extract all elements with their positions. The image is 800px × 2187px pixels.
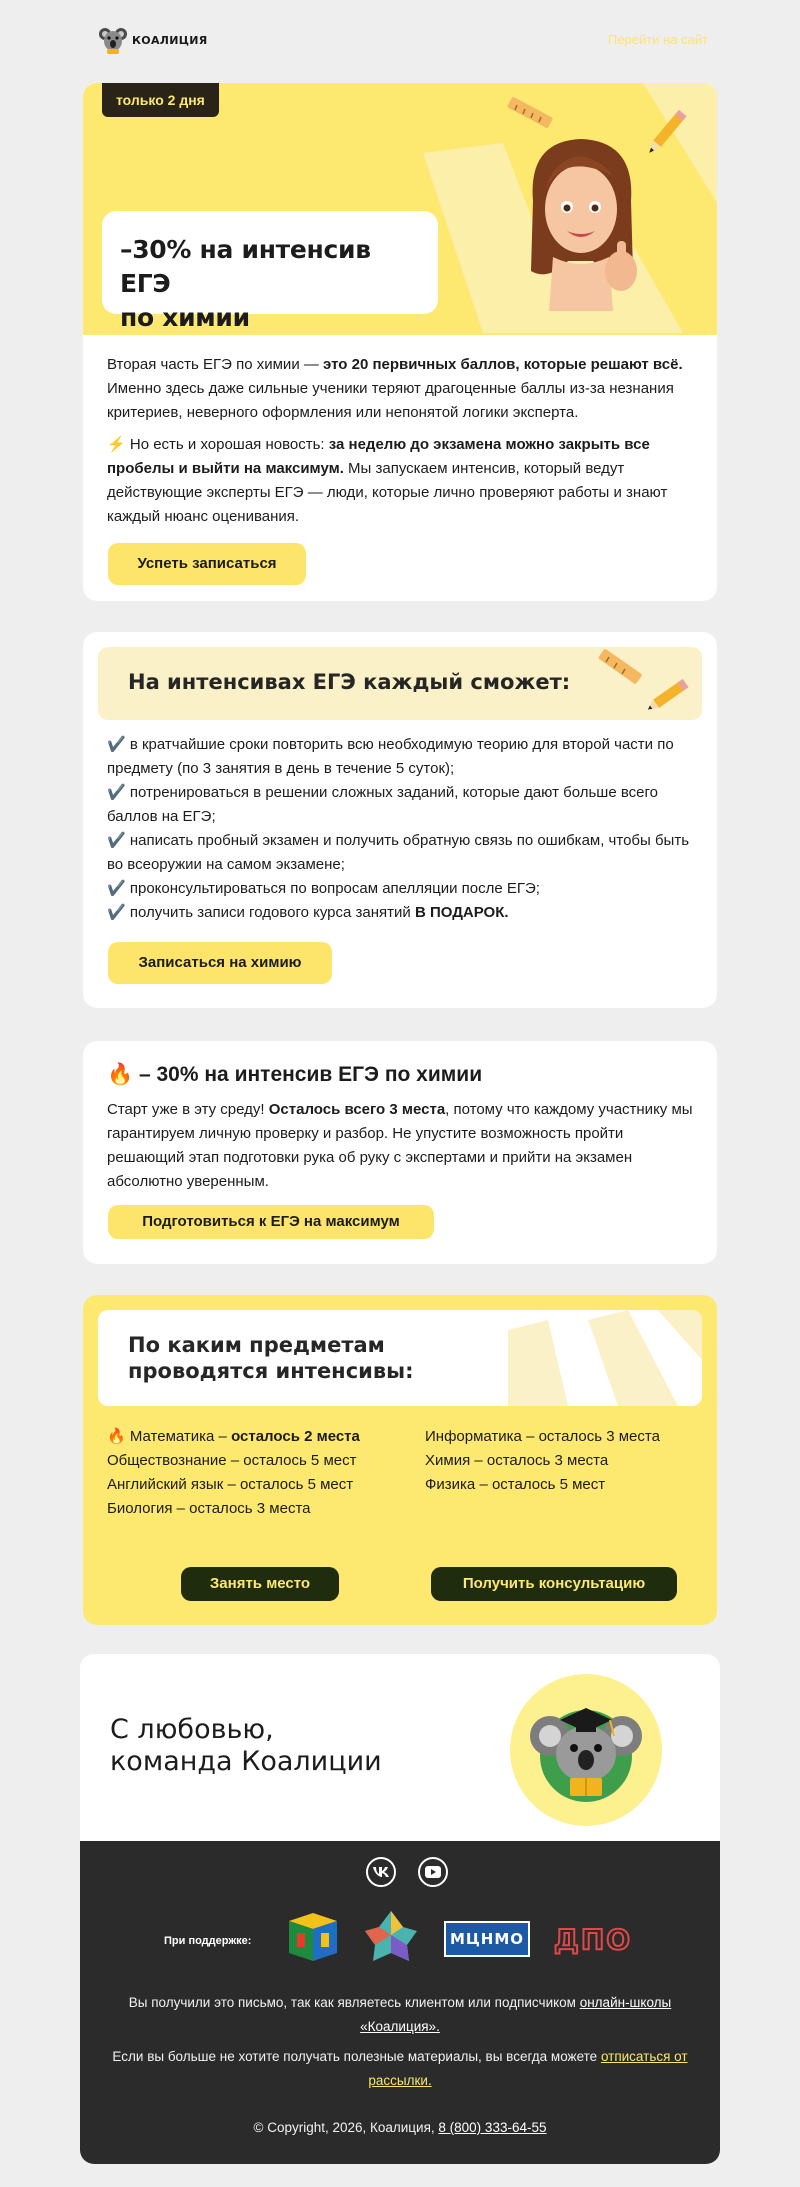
list-item: Английский язык – осталось 5 мест (107, 1476, 354, 1493)
signature-footer-card (80, 1654, 720, 2164)
subjects-column-right (425, 1425, 705, 1497)
email-header (82, 20, 718, 60)
text-bold: за неделю до экзамена можно закрыть все пробелы и выйти на максимум. (107, 436, 650, 477)
subjects-card (83, 1295, 717, 1625)
benefits-list (107, 733, 697, 925)
list-item (107, 733, 697, 781)
signature-line-2: команда Коалиции (110, 1746, 382, 1777)
youtube-icon (425, 1866, 441, 1878)
promo-body (83, 335, 717, 529)
ruler-icon (593, 647, 649, 691)
support-label: При поддержке: (164, 1935, 252, 1947)
text: Именно здесь даже сильные ученики теряют драгоценные баллы из-за незнания критериев, неверного оформления или непонятой логики эксперта. (107, 380, 674, 421)
logo-text: КОАЛИЦИЯ (132, 33, 208, 47)
text-bold: это 20 первичных баллов, которые решают всё. (323, 356, 683, 373)
list-item-text-bold: В ПОДАРОК. (414, 904, 509, 921)
benefits-card (83, 632, 717, 1008)
lightning-icon: ⚡ (107, 436, 126, 453)
vk-icon (372, 1866, 390, 1878)
list-item (107, 901, 697, 925)
check-icon: ✔️ (107, 784, 126, 801)
check-icon: ✔️ (107, 736, 126, 753)
promo-title-line-1: –30% на интенсив ЕГЭ (120, 235, 371, 298)
koala-mascot (510, 1674, 662, 1826)
offer-text (107, 1098, 697, 1194)
pencil-icon (643, 672, 698, 716)
subjects-title-line-1: По каким предметам (128, 1333, 385, 1357)
text-bold: Осталось всего 3 места (268, 1101, 446, 1118)
list-item: Биология – осталось 3 места (107, 1500, 311, 1517)
list-item-text: Математика – (125, 1428, 232, 1445)
text: Старт уже в эту среду! (107, 1101, 269, 1118)
prepare-exam-button[interactable]: Подготовиться к ЕГЭ на максимум (108, 1205, 434, 1239)
fire-icon: 🔥 (107, 1428, 126, 1445)
offer-title-text: – 30% на интенсив ЕГЭ по химии (133, 1063, 483, 1086)
signature (110, 1714, 382, 1778)
promo-title-line-2: по химии (120, 303, 250, 332)
partner-dpo-logo[interactable]: ДПО (553, 1922, 633, 1956)
phone-link[interactable]: 8 (800) 333-64-55 (438, 2120, 547, 2135)
list-item (107, 781, 697, 829)
list-item: Физика – осталось 5 мест (425, 1476, 606, 1493)
promo-paragraph-2 (107, 433, 693, 529)
partner-star-logo[interactable] (363, 1909, 419, 1963)
text: Вторая часть ЕГЭ по химии — (107, 356, 324, 373)
list-item (107, 829, 697, 877)
list-item-text: написать пробный экзамен и получить обратную связь по ошибкам, чтобы быть во всеоружии на самом экзамене; (107, 832, 690, 873)
school-link[interactable]: онлайн-школы «Коалиция». (360, 1995, 672, 2034)
book-place-button[interactable]: Занять место (181, 1567, 339, 1601)
logo[interactable] (98, 24, 207, 56)
koala-logo-icon (98, 25, 128, 55)
benefits-header (98, 647, 702, 720)
koala-graduate-icon (510, 1674, 662, 1826)
text: Вы получили это письмо, так как являетесь клиентом или подписчиком (128, 1995, 580, 2010)
memoji-girl-thumbs-up (513, 131, 648, 311)
go-to-site-link[interactable]: Перейти на сайт (607, 32, 708, 47)
limited-time-badge: только 2 дня (102, 83, 219, 117)
pencil-icon (641, 103, 691, 163)
signature-line-1: С любовью, (110, 1714, 274, 1745)
promo-paragraph-1 (107, 353, 693, 425)
youtube-link[interactable] (418, 1857, 448, 1887)
fire-icon: 🔥 (107, 1063, 134, 1086)
promo-card (83, 83, 717, 601)
subjects-title-line-2: проводятся интенсивы: (128, 1359, 414, 1383)
offer-title (107, 1063, 482, 1087)
list-item-text-bold: осталось 2 места (231, 1428, 360, 1445)
check-icon: ✔️ (107, 880, 126, 897)
partner-cube-logo[interactable] (285, 1911, 341, 1963)
promo-title (120, 233, 420, 335)
sign-up-button[interactable]: Успеть записаться (108, 543, 306, 585)
sign-up-chemistry-button[interactable]: Записаться на химию (108, 942, 332, 984)
list-item (107, 1425, 367, 1449)
footer-unsubscribe-text (100, 2045, 700, 2093)
text: , потому что каждому участнику мы гарантируем личную проверку и разбор. Не упустите возможность пройти решающий этап подготовки рука об руку с экспертами и прийти на экзамен абсолютно уверенным. (107, 1101, 693, 1190)
check-icon: ✔️ (107, 832, 126, 849)
subjects-header (98, 1310, 702, 1406)
list-item: Химия – осталось 3 места (425, 1452, 609, 1469)
benefits-title: На интенсивах ЕГЭ каждый сможет: (128, 670, 571, 694)
text: Мы запускаем интенсив, который ведут действующие эксперты ЕГЭ — люди, которые лично проверяют работы и знают каждый нюанс оценивания. (107, 460, 668, 525)
footer-subscription-text (100, 1991, 700, 2039)
list-item-text: проконсультироваться по вопросам апелляции после ЕГЭ; (129, 880, 540, 897)
footer-copyright (100, 2116, 700, 2140)
list-item: Обществознание – осталось 5 мест (107, 1452, 357, 1469)
subjects-title (128, 1332, 414, 1384)
list-item: Информатика – осталось 3 места (425, 1428, 660, 1445)
get-consultation-button[interactable]: Получить консультацию (431, 1567, 677, 1601)
promo-title-box (102, 211, 438, 332)
copyright-text: © Copyright, 2026, Коалиция, (253, 2120, 439, 2135)
offer-card (83, 1041, 717, 1264)
decorative-stripes (488, 1310, 702, 1406)
ruler-icon (503, 95, 559, 135)
subjects-column-left (107, 1425, 367, 1521)
check-icon: ✔️ (107, 904, 126, 921)
list-item-text: получить записи годового курса занятий (129, 904, 415, 921)
vk-link[interactable] (366, 1857, 396, 1887)
unsubscribe-link[interactable]: отписаться от рассылки. (368, 2049, 688, 2088)
list-item-text: в кратчайшие сроки повторить всю необходимую теорию для второй части по предмету (по 3 занятия в день в течение 5 суток); (107, 736, 674, 777)
footer (80, 1841, 720, 2164)
promo-hero (83, 83, 717, 335)
list-item-text: потренироваться в решении сложных заданий, которые дают больше всего баллов на ЕГЭ; (107, 784, 658, 825)
text: Если вы больше не хотите получать полезные материалы, вы всегда можете (112, 2049, 601, 2064)
partner-mcnmo-logo[interactable]: МЦНМО (444, 1921, 530, 1957)
text: Но есть и хорошая новость: (125, 436, 329, 453)
list-item (107, 877, 697, 901)
